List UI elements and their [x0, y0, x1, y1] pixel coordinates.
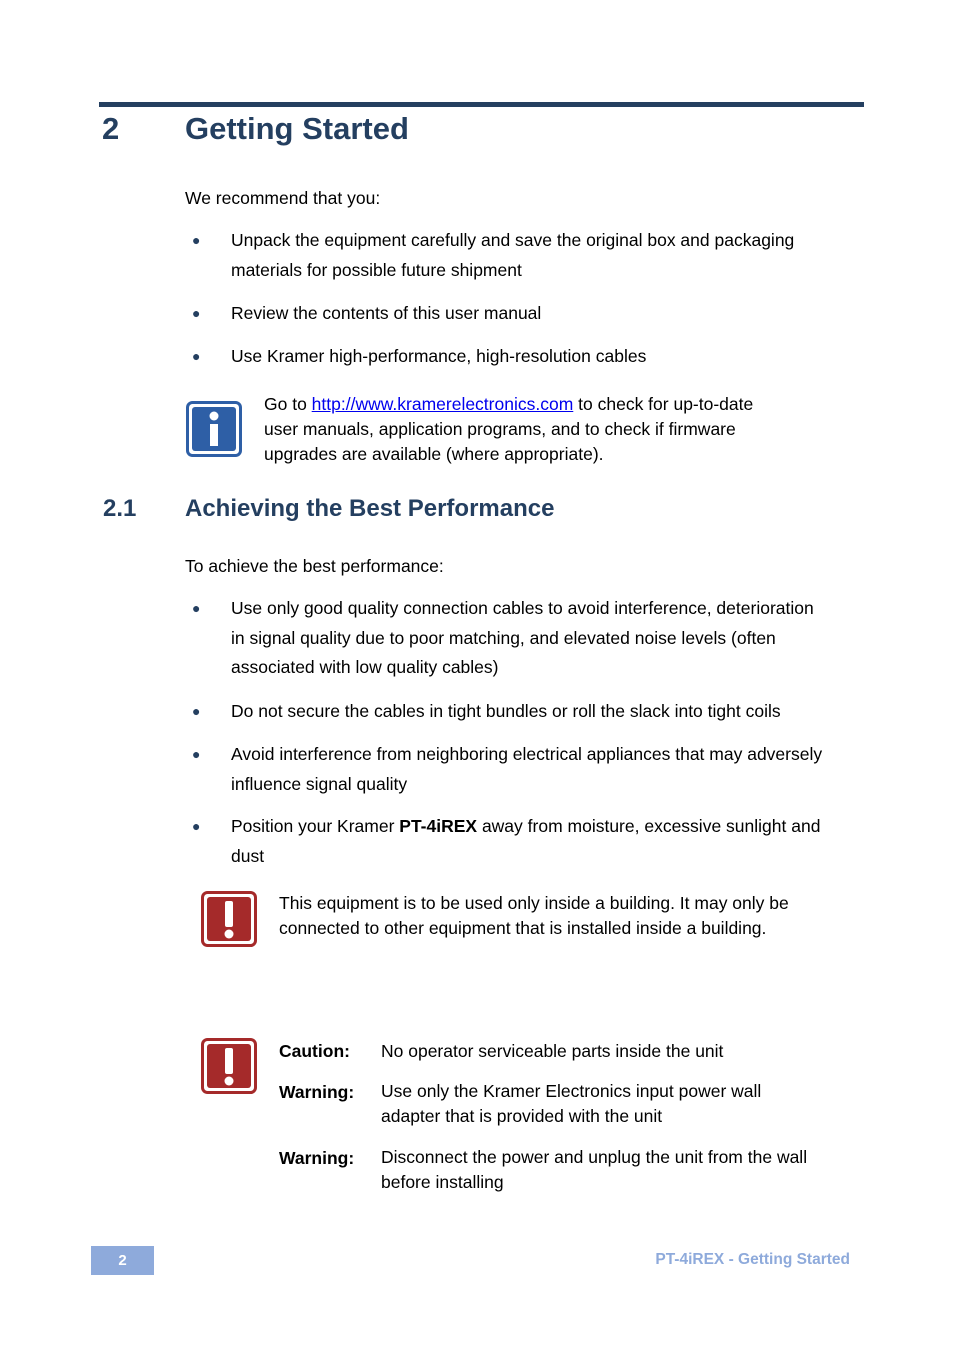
kramer-website-link[interactable]: http://www.kramerelectronics.com	[311, 394, 574, 414]
warning-label: Warning:	[279, 1082, 355, 1102]
chapter-rule	[99, 102, 864, 107]
section-number: 2.1	[103, 495, 137, 522]
section-intro: To achieve the best performance:	[185, 556, 444, 576]
info-note: Go to http://www.kramerelectronics.com to check for up-to-date user manuals, application programs, and to check if firmware upgrades are available (where appropriate).	[264, 394, 754, 464]
list-item: ● Avoid interference from neighboring electrical appliances that may adversely influence signal quality	[231, 740, 856, 799]
bullet-icon: ●	[192, 348, 201, 364]
intro-paragraph: We recommend that you:	[185, 188, 381, 208]
warning-text: Disconnect the power and unplug the unit from the wall before installing	[381, 1147, 808, 1192]
warning-text: Use only the Kramer Electronics input power wall adapter that is provided with the unit	[381, 1081, 762, 1126]
bullet-icon: ●	[192, 703, 201, 719]
list-item: ● Unpack the equipment carefully and save the original box and packaging materials for possible future shipment	[231, 226, 856, 285]
list-item: ● Use Kramer high-performance, high-resolution cables	[231, 342, 856, 372]
exclamation-warning-icon	[201, 891, 257, 947]
bullet-icon: ●	[192, 232, 201, 248]
footer-title: PT-4iREX - Getting Started	[655, 1251, 850, 1268]
product-name: PT-4iREX	[399, 816, 478, 836]
chapter-number: 2	[102, 111, 120, 146]
bullet-icon: ●	[192, 746, 201, 762]
exclamation-warning-icon	[201, 1038, 257, 1094]
warning-text: No operator serviceable parts inside the unit	[381, 1041, 724, 1061]
section-title: Achieving the Best Performance	[185, 495, 555, 522]
bullet-icon: ●	[192, 305, 201, 321]
chapter-title: Getting Started	[185, 111, 409, 146]
list-item: ● Use only good quality connection cables to avoid interference, deterioration in signal quality due to poor matching, and elevated noise levels (often associated with low quality cables)	[231, 594, 856, 683]
warning-label: Warning:	[279, 1148, 355, 1168]
list-item: ● Do not secure the cables in tight bundles or roll the slack into tight coils	[231, 697, 856, 727]
list-item: ● Review the contents of this user manual	[231, 299, 856, 329]
page-number: 2	[118, 1252, 127, 1269]
bullet-icon: ●	[192, 600, 201, 616]
building-note: This equipment is to be used only inside a building. It may only be connected to other equipment that is installed inside a building.	[279, 893, 789, 938]
info-icon	[186, 401, 242, 457]
list-item: ● Position your Kramer PT-4iREX away from moisture, excessive sunlight and dust	[231, 812, 856, 871]
warning-label: Caution:	[279, 1041, 350, 1061]
bullet-icon: ●	[192, 818, 201, 834]
